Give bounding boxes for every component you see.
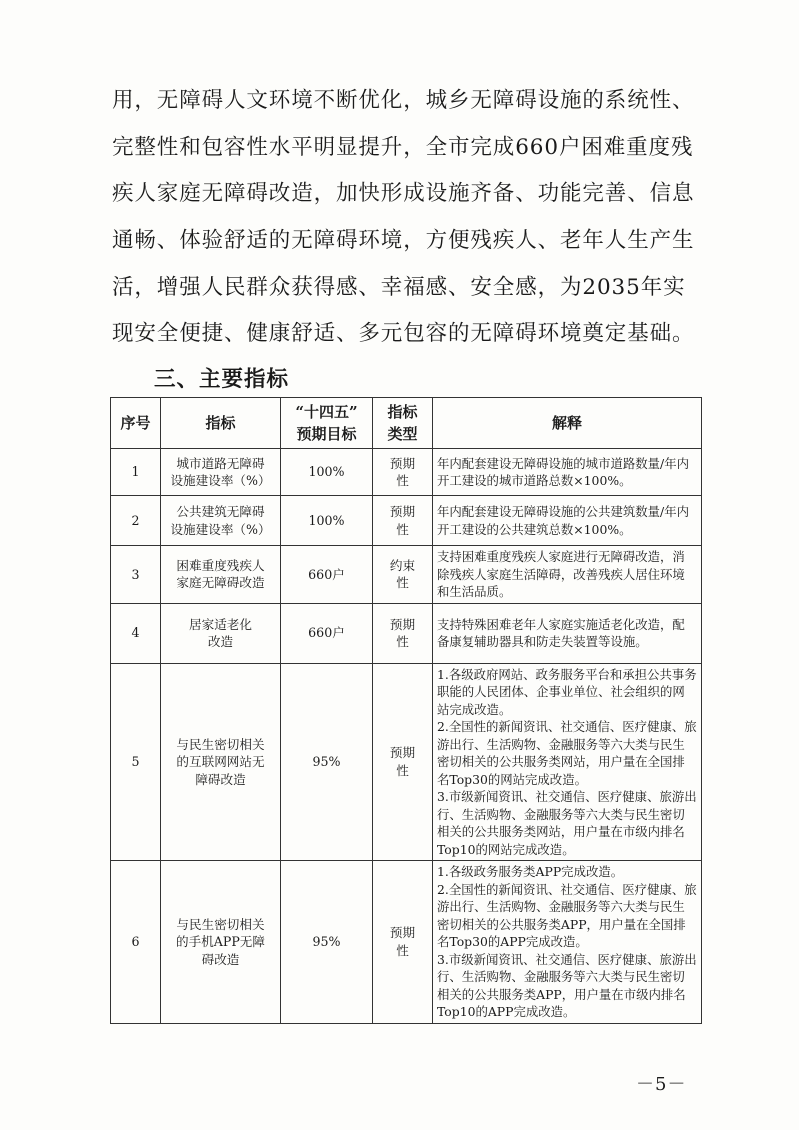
table-row xyxy=(111,449,702,496)
cell-no: 2 xyxy=(111,496,161,546)
cell-indicator: 与民生密切相关 的手机APP无障 碍改造 xyxy=(161,861,281,1024)
cell-target: 100% xyxy=(281,449,373,496)
body-line: 用，无障碍人文环境不断优化，城乡无障碍设施的系统性、 xyxy=(112,88,695,113)
cell-indicator: 居家适老化 改造 xyxy=(161,603,281,663)
body-line: 疾人家庭无障碍改造，加快形成设施齐备、功能完善、信息 xyxy=(112,181,695,207)
cell-no: 6 xyxy=(111,861,161,1024)
table-row xyxy=(111,663,702,861)
cell-type: 预期 性 xyxy=(373,496,433,546)
cell-no: 4 xyxy=(111,603,161,663)
cell-target: 660户 xyxy=(281,546,373,604)
cell-target: 660户 xyxy=(281,603,373,663)
cell-type: 约束 性 xyxy=(373,546,433,604)
table-row xyxy=(111,861,702,1024)
table-row xyxy=(111,496,702,546)
cell-type: 预期 性 xyxy=(373,449,433,496)
body-line: 完整性和包容性水平明显提升，全市完成660户困难重度残 xyxy=(112,134,694,160)
body-line: 活，增强人民群众获得感、幸福感、安全感，为2035年实 xyxy=(112,274,686,300)
cell-indicator: 公共建筑无障碍 设施建设率（%） xyxy=(161,496,281,546)
cell-explanation: 年内配套建设无障碍设施的公共建筑数量/年内开工建设的公共建筑总数×100%。 xyxy=(433,496,702,546)
cell-explanation: 支持特殊困难老年人家庭实施适老化改造，配备康复辅助器具和防走失装置等设施。 xyxy=(433,603,702,663)
table-header-row xyxy=(111,398,702,449)
cell-explanation: 年内配套建设无障碍设施的城市道路数量/年内开工建设的城市道路总数×100%。 xyxy=(433,449,702,496)
header-no: 序号 xyxy=(111,398,161,449)
body-line: 通畅、体验舒适的无障碍环境，方便残疾人、老年人生产生 xyxy=(112,228,695,254)
header-type: 指标 类型 xyxy=(373,398,433,449)
table-row xyxy=(111,546,702,604)
cell-indicator: 城市道路无障碍 设施建设率（%） xyxy=(161,449,281,496)
page-number: －5－ xyxy=(636,1074,687,1095)
cell-target: 95% xyxy=(281,861,373,1024)
cell-target: 95% xyxy=(281,663,373,861)
cell-no: 1 xyxy=(111,449,161,496)
cell-indicator: 与民生密切相关 的互联网网站无 障碍改造 xyxy=(161,663,281,861)
header-target: “十四五” 预期目标 xyxy=(281,398,373,449)
cell-explanation: 1.各级政府网站、政务服务平台和承担公共事务职能的人民团体、企事业单位、社会组织的网站完成改造。 2.全国性的新闻资讯、社交通信、医疗健康、旅游出行、生活购物、金融服务等六大类与民生密切相关的公共服务类网站，用户量在全国排名Top30的网站完成改造。 3.市级新闻资讯、社交通信、医疗健康、旅游出行、生活购物、金融服务等六大类与民生密切相关的公共服务类网站，用户量在市级内排名Top10的网站完成改造。 xyxy=(433,663,702,861)
table-row xyxy=(111,603,702,663)
cell-type: 预期 性 xyxy=(373,861,433,1024)
cell-no: 5 xyxy=(111,663,161,861)
section-heading: 三、主要指标 xyxy=(154,367,290,392)
cell-type: 预期 性 xyxy=(373,603,433,663)
indicator-table xyxy=(110,397,702,1024)
cell-indicator: 困难重度残疾人 家庭无障碍改造 xyxy=(161,546,281,604)
cell-no: 3 xyxy=(111,546,161,604)
cell-explanation: 支持困难重度残疾人家庭进行无障碍改造，消除残疾人家庭生活障碍，改善残疾人居住环境和生活品质。 xyxy=(433,546,702,604)
header-indicator: 指标 xyxy=(161,398,281,449)
header-explanation: 解释 xyxy=(433,398,702,449)
cell-explanation: 1.各级政务服务类APP完成改造。 2.全国性的新闻资讯、社交通信、医疗健康、旅游出行、生活购物、金融服务等六大类与民生密切相关的公共服务类APP，用户量在全国排名Top30的APP完成改造。 3.市级新闻资讯、社交通信、医疗健康、旅游出行、生活购物、金融服务等六大类与民生密切相关的公共服务类APP，用户量在市级内排名Top10的APP完成改造。 xyxy=(433,861,702,1024)
cell-target: 100% xyxy=(281,496,373,546)
cell-type: 预期 性 xyxy=(373,663,433,861)
body-line: 现安全便捷、健康舒适、多元包容的无障碍环境奠定基础。 xyxy=(112,321,695,347)
body-text xyxy=(112,84,704,364)
